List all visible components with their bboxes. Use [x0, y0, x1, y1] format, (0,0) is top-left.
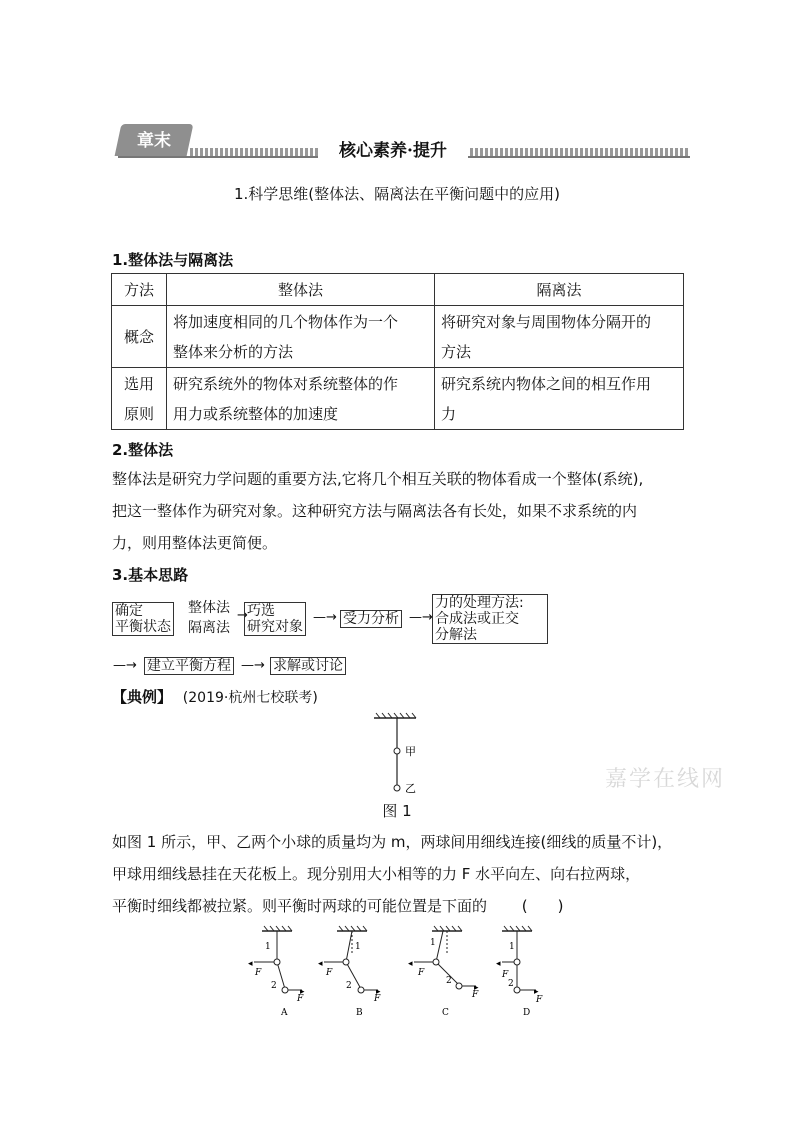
label-jia: 甲: [405, 745, 416, 758]
flow-box-force: 受力分析: [340, 610, 402, 628]
table-cell: [435, 306, 684, 368]
flow-text: 整体法: [188, 600, 230, 616]
table-row: [112, 306, 684, 368]
force-label: F: [418, 968, 425, 978]
table-header-row: [112, 274, 684, 306]
question-line: [112, 890, 712, 922]
svg-text:▸: ▸: [376, 987, 381, 997]
ball-yi: [394, 785, 400, 791]
force-label: F: [502, 970, 509, 980]
label-1: 1: [509, 942, 515, 952]
row-label: [112, 368, 167, 430]
flow-text: 力的处理方法:: [435, 595, 524, 611]
table-cell: [435, 368, 684, 430]
label-1: 1: [355, 942, 361, 952]
example-header: [112, 686, 318, 707]
para-line: 把这一整体作为研究对象。这种研究方法与隔离法各有长处，如果不求系统的内: [112, 502, 638, 520]
option-letter: D: [523, 1008, 531, 1018]
cell-line: 整体来分析的方法: [173, 342, 294, 361]
flow-methods: [188, 600, 230, 636]
option-letter: C: [442, 1008, 449, 1018]
option-letter: A: [281, 1008, 288, 1018]
question-line: 如图 1 所示，甲、乙两个小球的质量均为 m，两球间用细线连接(细线的质量不计)，: [112, 833, 673, 851]
label-1: 1: [265, 942, 271, 952]
flow-text: 平衡状态: [115, 619, 171, 635]
flow-text: 确定: [115, 603, 143, 619]
cell-line: 力: [441, 404, 457, 423]
watermark: 嘉学在线网: [605, 767, 726, 792]
figure-caption: 图 1: [382, 802, 412, 820]
methods-table: [111, 273, 684, 430]
force-label: F: [472, 990, 479, 1000]
section1-heading: 1.整体法与隔离法: [112, 251, 234, 269]
example-label: 【典例】: [112, 688, 173, 706]
force-label: F: [374, 994, 381, 1004]
svg-text:◂: ◂: [318, 959, 323, 969]
option-letter: B: [356, 1008, 363, 1018]
label-2: 2: [446, 976, 452, 986]
example-question: [112, 826, 712, 922]
svg-text:◂: ◂: [408, 959, 413, 969]
row-label-line: 原则: [123, 404, 154, 423]
flow-box-method: [432, 594, 548, 644]
arrow-right-icon: ▸: [300, 987, 305, 997]
force-label: F: [297, 994, 304, 1004]
table-cell: [167, 306, 435, 368]
header-cell: 整体法: [167, 274, 435, 306]
options-figure: [240, 925, 560, 1021]
arrow-icon: —→: [313, 610, 337, 625]
question-line: 甲球用细线悬挂在天花板上。现分别用大小相等的力 F 水平向左、向右拉两球，: [112, 865, 641, 883]
label-yi: 乙: [405, 782, 416, 795]
table-row: [112, 368, 684, 430]
cell-line: 研究系统内物体之间的相互作用: [441, 374, 652, 393]
table-cell: [167, 368, 435, 430]
label-1: 1: [430, 938, 436, 948]
arrow-left-icon: ◂: [248, 959, 253, 969]
arrow-icon: —→: [241, 658, 265, 673]
flow-box-confirm: [112, 602, 174, 636]
option-c-diagram: [408, 926, 479, 1018]
option-a-diagram: [248, 926, 305, 1018]
label-2: 2: [508, 979, 514, 989]
section2-paragraph: [112, 463, 702, 559]
flow-text: 合成法或正交: [435, 611, 519, 627]
arrow-icon: →: [237, 608, 248, 623]
flow-box-choose: [244, 602, 306, 636]
header-cell: 隔离法: [435, 274, 684, 306]
section-title: 核心素养·提升: [318, 138, 468, 164]
flow-box-solve: 求解或讨论: [270, 657, 346, 675]
cell-line: 用力或系统整体的加速度: [173, 404, 339, 423]
para-line: 力，则用整体法更简便。: [112, 534, 278, 552]
ball-jia: [394, 748, 400, 754]
label-2: 2: [346, 981, 352, 991]
flow-text: 研究对象: [247, 619, 303, 635]
chapter-tag: 章末: [137, 131, 171, 151]
arrow-icon: —→: [113, 658, 137, 673]
para-line: 整体法是研究力学问题的重要方法,它将几个相互关联的物体看成一个整体(系统),: [112, 470, 644, 488]
section2-heading: 2.整体法: [112, 441, 174, 459]
page-subtitle: 1.科学思维(整体法、隔离法在平衡问题中的应用): [233, 185, 561, 203]
section3-heading: 3.基本思路: [112, 566, 189, 584]
arrow-icon: —→: [409, 610, 433, 625]
row-label: 概念: [112, 306, 167, 368]
header-cell: 方法: [112, 274, 167, 306]
flow-box-equation: 建立平衡方程: [144, 657, 234, 675]
force-label: F: [326, 968, 333, 978]
flow-text: 巧选: [247, 603, 275, 619]
cell-line: 研究系统外的物体对系统整体的作: [173, 374, 399, 393]
cell-line: 方法: [441, 342, 472, 361]
figure-1: [360, 712, 440, 798]
flow-text: 分解法: [435, 627, 477, 643]
cell-line: 将加速度相同的几个物体作为一个: [173, 312, 399, 331]
answer-blank: ( ): [521, 897, 564, 915]
option-b-diagram: [318, 926, 381, 1018]
svg-text:◂: ◂: [496, 959, 501, 969]
example-source: (2019·杭州七校联考): [182, 690, 318, 706]
label-2: 2: [271, 981, 277, 991]
force-label: F: [536, 995, 543, 1005]
svg-text:▸: ▸: [474, 983, 479, 993]
row-label-line: 选用: [123, 374, 154, 393]
flow-text: 隔离法: [188, 620, 230, 636]
cell-line: 将研究对象与周围物体分隔开的: [441, 312, 652, 331]
force-label: F: [255, 968, 262, 978]
svg-text:▸: ▸: [534, 987, 539, 997]
question-text: 平衡时细线都被拉紧。则平衡时两球的可能位置是下面的: [112, 897, 488, 915]
option-d-diagram: [496, 926, 543, 1018]
